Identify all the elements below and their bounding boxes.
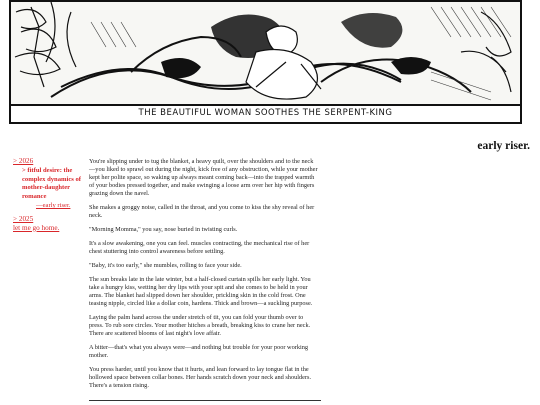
let-me-go-home-link[interactable]: let me go home.: [13, 223, 60, 232]
illustration-caption: THE BEAUTIFUL WOMAN SOOTHES THE SERPENT-KING: [11, 104, 520, 122]
archive-year-2025-link[interactable]: > 2025: [13, 215, 34, 224]
archive-subsection: [22, 167, 83, 210]
post-paragraph: "Morning Momma," you say, nose buried in twisting curls.: [89, 226, 238, 233]
post-paragraph: A bitter—that's what you always were—and nothing but trouble for your poor working mother.: [89, 344, 309, 359]
category-post-link[interactable]: > fitful desire: the complex dynamics of mother-daughter romance: [22, 167, 81, 200]
post-paragraph: You're slipping under to tug the blanket, a heavy quilt, over the shoulders and to the neck—you liked to sprawl out during the night, kick free of any obstruction, while your mother kept her polite space, so waking up always meant coming back—into the trapped warmth of your bodies pressed together, and make swinging a loose arm over her hip with fingers grazing down the navel.: [89, 158, 318, 197]
archive-year-2026-link[interactable]: > 2026: [13, 157, 34, 165]
post-paragraph: You press harder, until you know that it hurts, and lean forward to lay tongue flat in the hollowed space between collar bones. Her hands scratch down your neck and shoulders. There's a tension rising.: [89, 366, 312, 389]
woodcut-illustration: [11, 2, 520, 106]
post-title: early riser.: [477, 140, 530, 152]
header-illustration: [9, 0, 522, 124]
post-paragraph: She makes a groggy noise, called in the throat, and you come to kiss the shy reveal of her neck.: [89, 204, 315, 219]
post-paragraph: Laying the palm hand across the under stretch of tit, you can fold your thumb over to press. To rub sore circles. Your mother hitches a breath, breaking kiss to crane her neck. There are scattered blooms of last night's love affair.: [89, 314, 311, 337]
archive-sidebar: [13, 157, 83, 232]
post-paragraph: "Baby, it's too early," she mumbles, rolling to face your side.: [89, 262, 242, 269]
post-body: [89, 158, 319, 396]
content-divider: [89, 400, 321, 401]
post-link-early-riser[interactable]: —early riser.: [36, 202, 71, 210]
post-paragraph: The sun breaks late in the late winter, but a half-closed curtain spills her early light. You take a hungry kiss, wetting her dry lips with your spit and she comes to be held in your arms. The blanket had slipped down her shoulder, prickling skin in the cold frost. One teasing nipple, circled like a dollar coin, hardens. Thick and brown—a suckling purpose.: [89, 276, 313, 307]
post-paragraph: It's a slow awakening, one you can feel. muscles contracting, the mechanical rise of her chest stuttering into control awareness before settling.: [89, 240, 310, 255]
